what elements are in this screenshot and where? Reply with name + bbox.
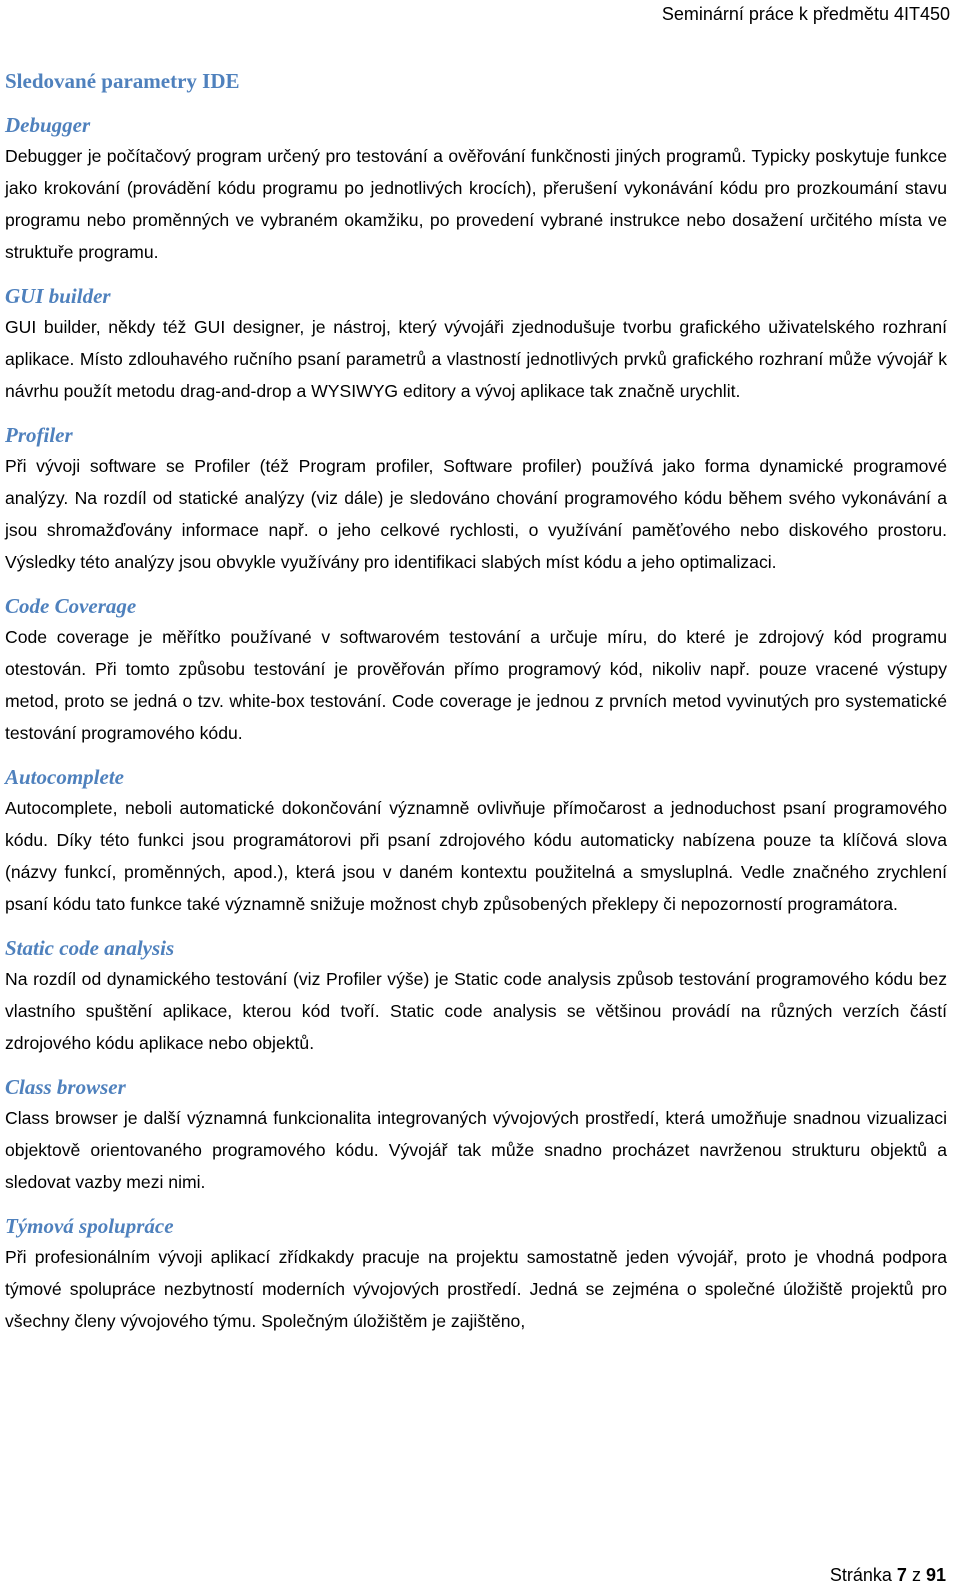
section-heading: Class browser bbox=[5, 1075, 126, 1099]
section-autocomplete bbox=[5, 762, 947, 920]
section-paragraph: Při vývoji software se Profiler (též Program profiler, Software profiler) používá jako forma dynamické programové analýzy. Na rozdíl od statické analýzy (viz dále) je sledováno chování programového kódu během svého vykonávání a jsou shromažďovány informace např. o jeho celkové rychlosti, o využívání paměťového nebo diskového prostoru. Výsledky této analýzy jsou obvykle využívány pro identifikaci slabých míst kódu a jeho optimalizaci. bbox=[5, 456, 947, 572]
section-paragraph: Debugger je počítačový program určený pro testování a ověřování funkčnosti jiných programů. Typicky poskytuje funkce jako krokování (provádění kódu programu po jednotlivých krocích), přerušení vykonávání kódu pro prozkoumání stavu programu nebo proměnných ve vybraném okamžiku, po provedení vybrané instrukce nebo dosažení určitého místa ve struktuře programu. bbox=[5, 146, 947, 262]
section-heading: Profiler bbox=[5, 423, 73, 447]
page-label: Stránka bbox=[829, 1565, 892, 1585]
section-paragraph: Class browser je další významná funkcionalita integrovaných vývojových prostředí, která umožňuje snadnou vizualizaci objektově orientovaného programového kódu. Vývojář tak může snadno procházet navrženou strukturu objektů a sledovat vazby mezi nimi. bbox=[5, 1108, 947, 1192]
section-static-code-analysis bbox=[5, 933, 947, 1059]
section-heading: GUI builder bbox=[5, 284, 111, 308]
current-page-number: 7 bbox=[896, 1565, 907, 1585]
document-content bbox=[5, 66, 947, 1350]
section-paragraph: Code coverage je měřítko používané v softwarovém testování a určuje míru, do které je zdrojový kód programu otestován. Při tomto způsobu testování je prověřován přímo programový kód, nikoliv např. pouze vracené výstupy metod, proto se jedná o tzv. white-box testování. Code coverage je jednou z prvních metod vyvinutých pro systematické testování programového kódu. bbox=[5, 627, 947, 743]
section-paragraph: GUI builder, někdy též GUI designer, je nástroj, který vývojáři zjednodušuje tvorbu grafického uživatelského rozhraní aplikace. Místo zdlouhavého ručního psaní parametrů a vlastností jednotlivých prvků grafického rozhraní může vývojář k návrhu použít metodu drag-and-drop a WYSIWYG editory a vývoj aplikace tak značně urychlit. bbox=[5, 317, 947, 401]
running-header: Seminární práce k předmětu 4IT450 bbox=[661, 4, 950, 24]
section-code-coverage bbox=[5, 591, 947, 749]
section-gui-builder bbox=[5, 281, 947, 407]
section-heading: Autocomplete bbox=[5, 765, 124, 789]
section-debugger bbox=[5, 110, 947, 268]
document-title: Sledované parametry IDE bbox=[5, 69, 240, 93]
section-profiler bbox=[5, 420, 947, 578]
section-heading: Týmová spolupráce bbox=[5, 1214, 174, 1238]
page-number-footer bbox=[830, 1561, 946, 1589]
total-page-count: 91 bbox=[925, 1565, 946, 1585]
section-paragraph: Autocomplete, neboli automatické dokončování významně ovlivňuje přímočarost a jednoduchost psaní programového kódu. Díky této funkci jsou programátorovi při psaní zdrojového kódu automaticky nabízena pouze ta klíčová slova (názvy funkcí, proměnných, apod.), která jsou v daném kontextu použitelná a smysluplná. Vedle značného zrychlení psaní kódu tato funkce také významně snižuje možnost chyb způsobených překlepy či nepozorností programátora. bbox=[5, 798, 947, 914]
page-of-label: z bbox=[911, 1565, 921, 1585]
section-paragraph: Při profesionálním vývoji aplikací zřídkakdy pracuje na projektu samostatně jeden vývojář, proto je vhodná podpora týmové spolupráce nezbytností moderních vývojových prostředí. Jedná se zejména o společné úložiště projektů pro všechny členy vývojového týmu. Společným úložištěm je zajištěno, bbox=[5, 1247, 947, 1331]
section-class-browser bbox=[5, 1072, 947, 1198]
section-heading: Code Coverage bbox=[5, 594, 137, 618]
section-paragraph: Na rozdíl od dynamického testování (viz Profiler výše) je Static code analysis způsob testování programového kódu bez vlastního spuštění aplikace, kterou kód tvoří. Static code analysis se většinou provádí na různých verzích částí zdrojového kódu aplikace nebo objektů. bbox=[5, 969, 947, 1053]
section-tymova-spoluprace bbox=[5, 1211, 947, 1337]
section-heading: Debugger bbox=[5, 113, 91, 137]
section-heading: Static code analysis bbox=[5, 936, 175, 960]
